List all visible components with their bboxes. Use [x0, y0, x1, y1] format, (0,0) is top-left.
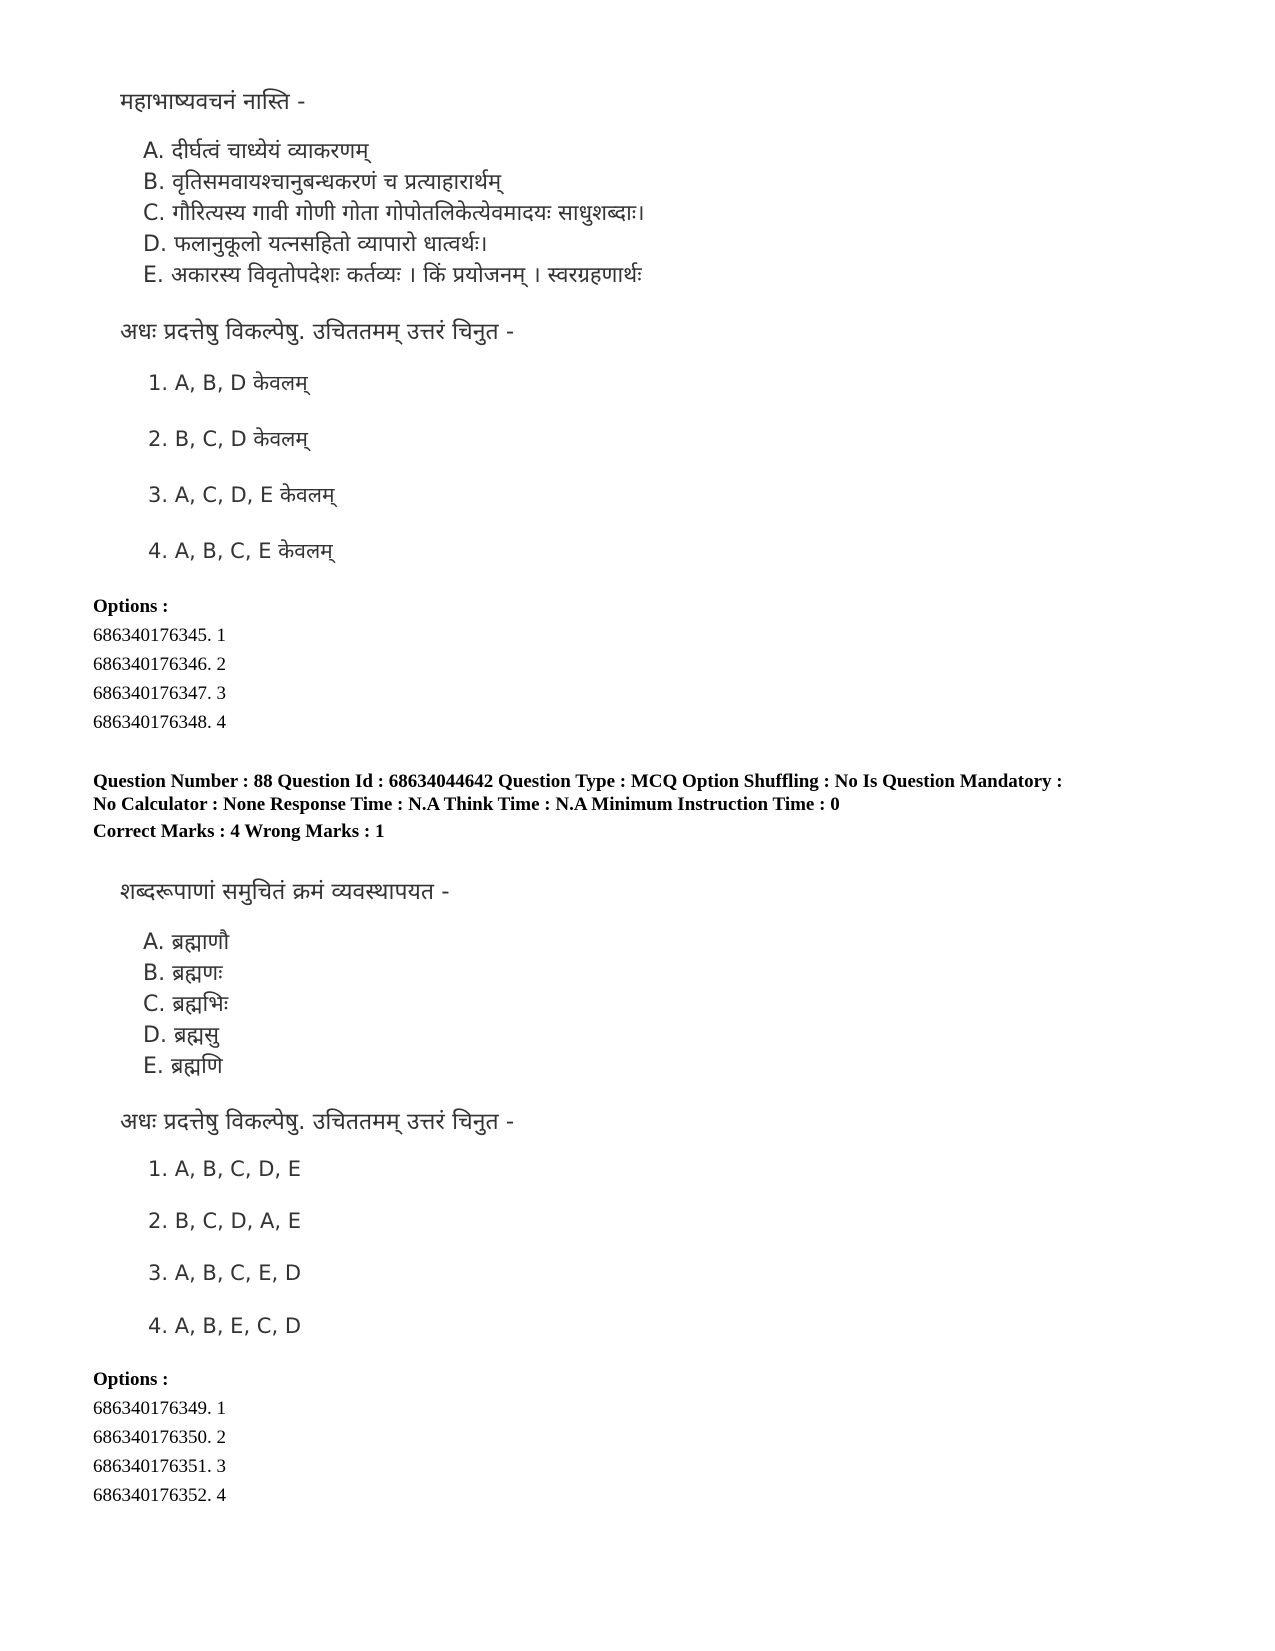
- q88-statement-c: C. ब्रह्मभिः: [143, 992, 229, 1017]
- q88-option-2: 686340176350. 2: [93, 1427, 226, 1448]
- q87-statement-a: A. दीर्घत्वं चाध्येयं व्याकरणम्: [143, 139, 369, 164]
- q88-option-3: 686340176351. 3: [93, 1456, 226, 1477]
- q88-statement-b: B. ब्रह्मणः: [143, 961, 223, 986]
- q88-meta-line-1: Question Number : 88 Question Id : 68634044642 Question Type : MCQ Option Shuffling : No Is Question Mandatory :: [93, 771, 1063, 792]
- q87-choice-4: 4. A, B, C, E केवलम्: [148, 539, 333, 563]
- q87-stem: महाभाष्यवचनं नास्ति -: [120, 89, 306, 115]
- q88-option-4: 686340176352. 4: [93, 1485, 226, 1506]
- q88-options: [93, 1365, 226, 1510]
- q87-option-1: 686340176345. 1: [93, 625, 226, 646]
- q87-statement-c: C. गौरित्यस्य गावी गोणी गोता गोपोतलिकेत्येवमादयः साधुशब्दाः।: [143, 201, 645, 226]
- q88-meta: [93, 770, 1213, 816]
- q88-option-1: 686340176349. 1: [93, 1398, 226, 1419]
- q88-choice-4: 4. A, B, E, C, D: [148, 1314, 301, 1338]
- q88-statement-a: A. ब्रह्माणौ: [143, 930, 230, 955]
- q87-statement-e: E. अकारस्य विवृतोपदेशः कर्तव्यः । किं प्रयोजनम् । स्वरग्रहणार्थः: [143, 263, 642, 288]
- q88-choice-1: 1. A, B, C, D, E: [148, 1157, 301, 1181]
- q87-statement-list: [143, 136, 645, 291]
- q88-marks: Correct Marks : 4 Wrong Marks : 1: [93, 821, 385, 842]
- q87-statement-b: B. वृतिसमवायश्चानुबन्धकरणं च प्रत्याहारार्थम्: [143, 170, 502, 195]
- q87-options-label: Options :: [93, 596, 169, 617]
- q88-meta-line-2: No Calculator : None Response Time : N.A Think Time : N.A Minimum Instruction Time : 0: [93, 794, 840, 815]
- q88-statement-list: [143, 927, 229, 1082]
- q88-statement-d: D. ब्रह्मसु: [143, 1023, 219, 1048]
- q88-choice-3: 3. A, B, C, E, D: [148, 1261, 301, 1285]
- q87-instruction: अधः प्रदत्तेषु विकल्पेषु. उचिततमम् उत्तरं चिनुत -: [120, 319, 515, 345]
- q87-statement-d: D. फलानुकूलो यत्नसहितो व्यापारो धात्वर्थः।: [143, 232, 488, 257]
- q88-stem: शब्दरूपाणां समुचितं क्रमं व्यवस्थापयत -: [120, 879, 450, 905]
- q88-statement-e: E. ब्रह्मणि: [143, 1054, 223, 1079]
- q88-choice-2: 2. B, C, D, A, E: [148, 1209, 301, 1233]
- q88-options-label: Options :: [93, 1369, 169, 1390]
- q87-choice-1: 1. A, B, D केवलम्: [148, 371, 308, 395]
- q87-option-2: 686340176346. 2: [93, 654, 226, 675]
- q87-option-3: 686340176347. 3: [93, 683, 226, 704]
- q87-choice-2: 2. B, C, D केवलम्: [148, 427, 308, 451]
- q87-option-4: 686340176348. 4: [93, 712, 226, 733]
- q87-options: [93, 592, 226, 737]
- q88-instruction: अधः प्रदत्तेषु विकल्पेषु. उचिततमम् उत्तरं चिनुत -: [120, 1109, 515, 1135]
- q87-choice-3: 3. A, C, D, E केवलम्: [148, 483, 335, 507]
